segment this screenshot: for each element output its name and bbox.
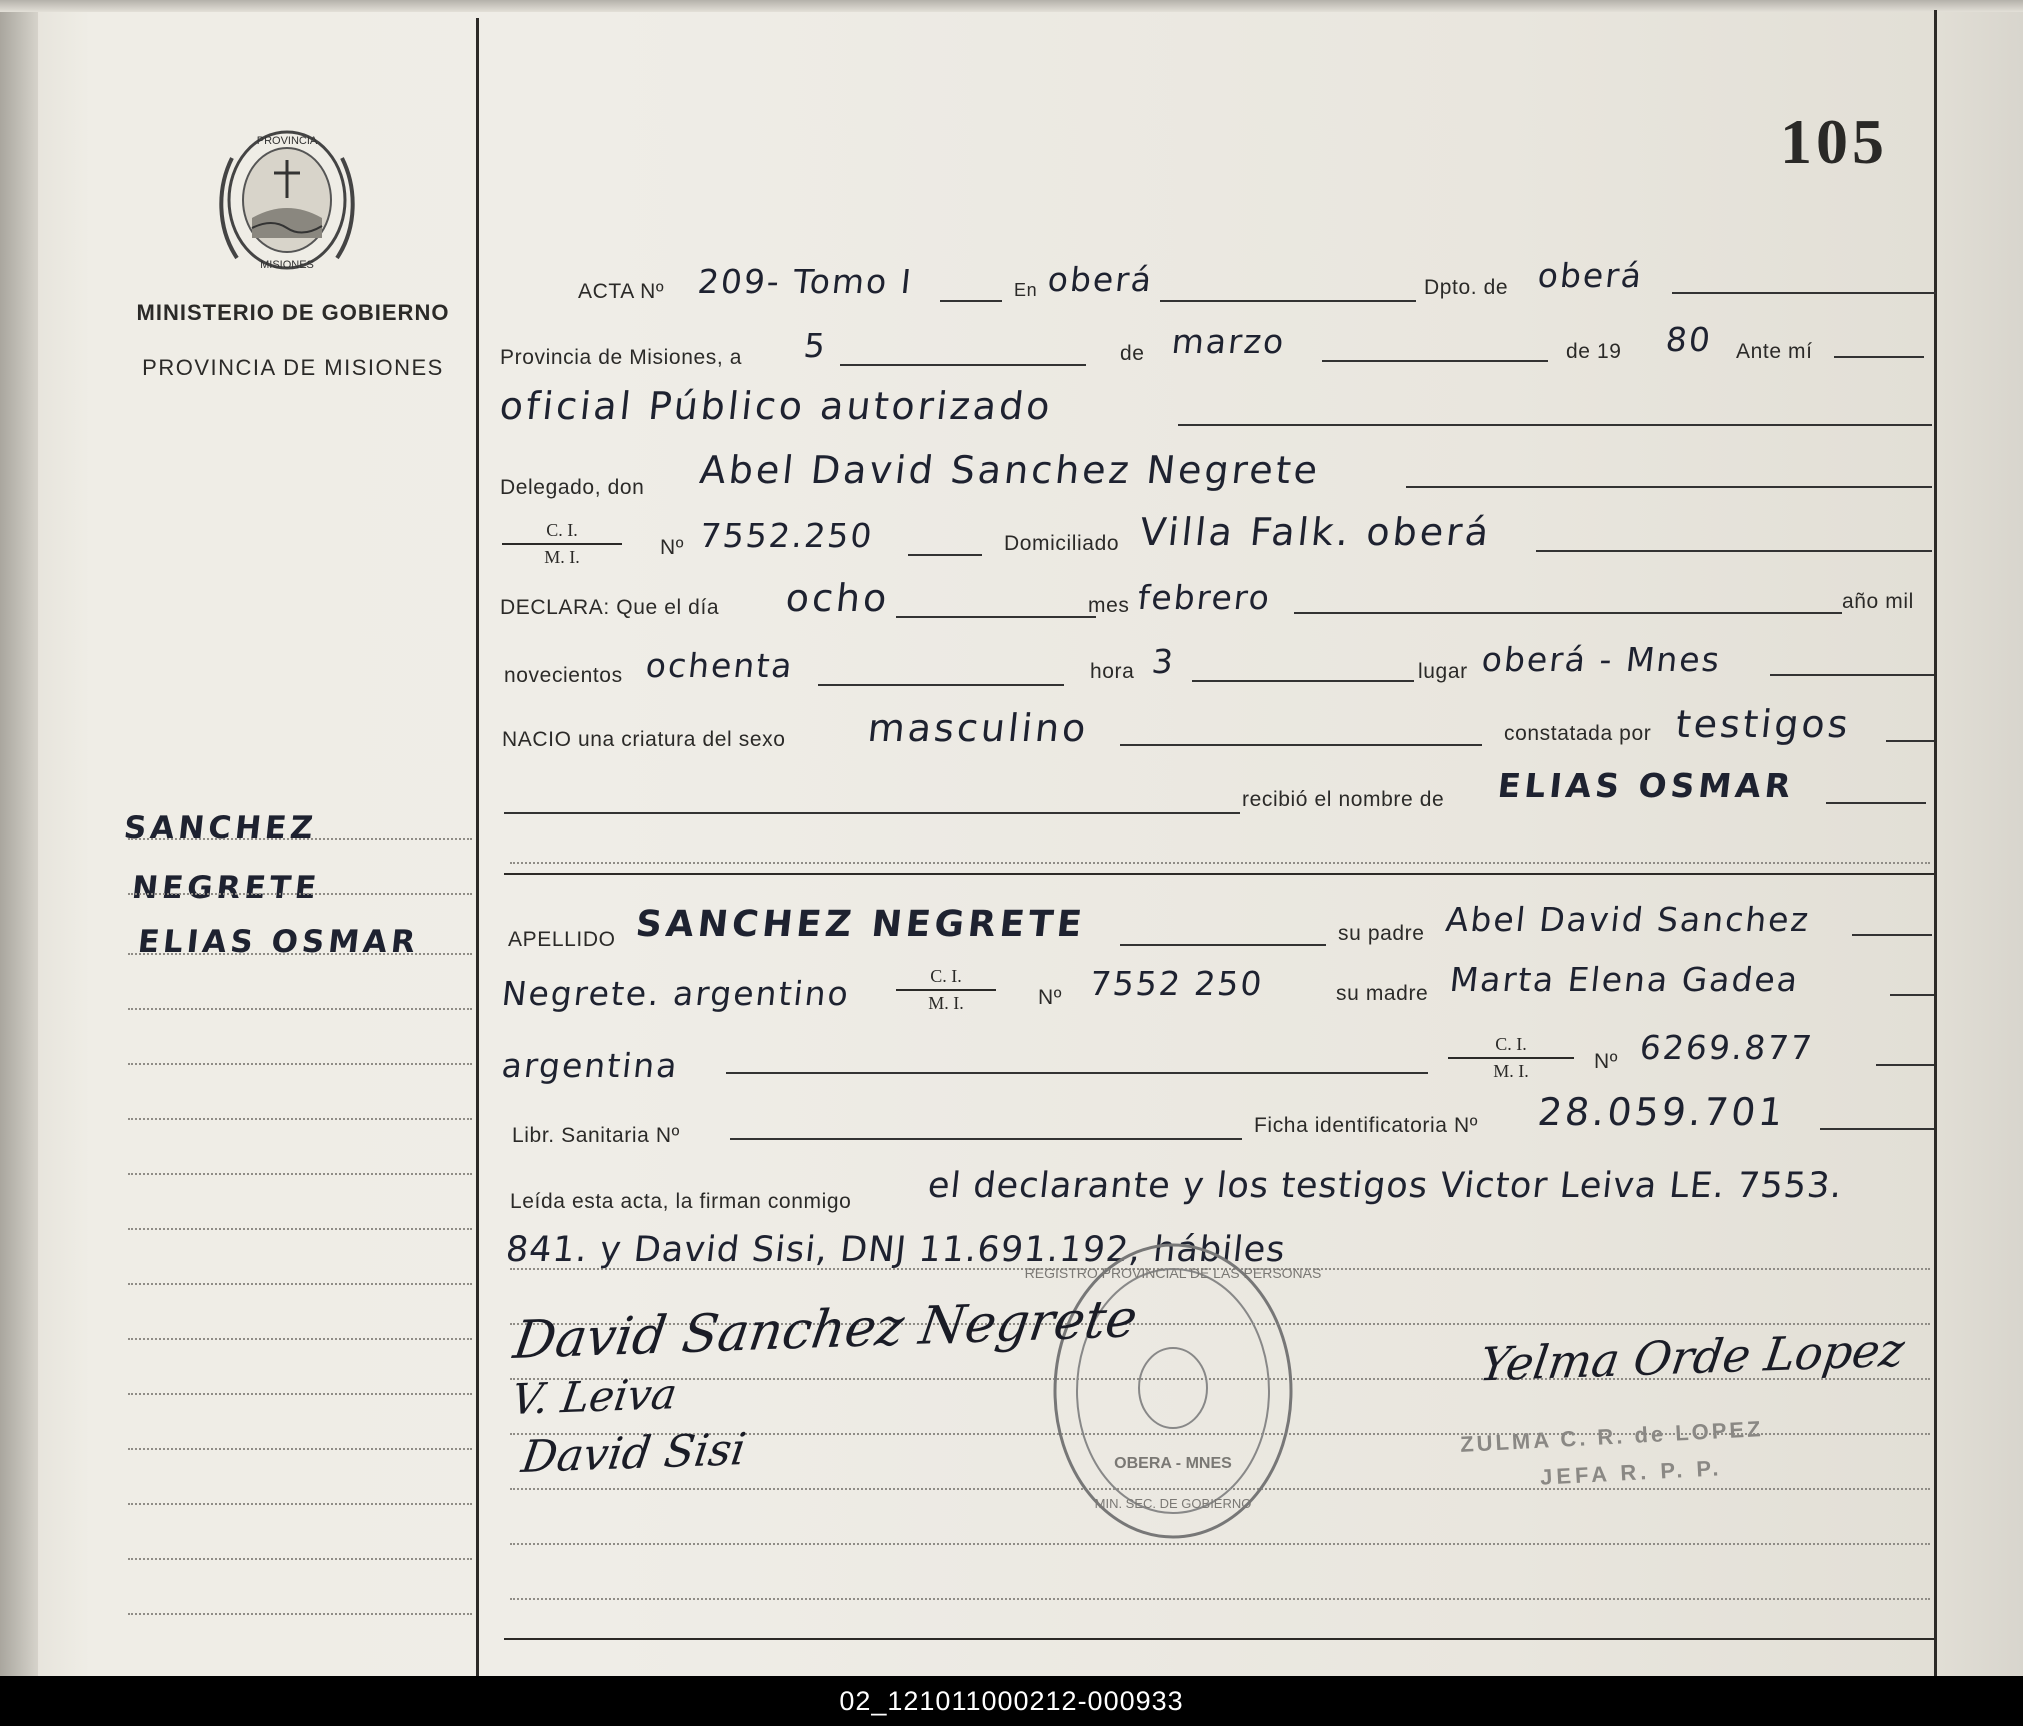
year-value: 80	[1663, 320, 1715, 359]
padre-id-type	[896, 966, 996, 1014]
padre-no-label: Nº	[1038, 986, 1063, 1009]
madre-value: Marta Elena Gadea	[1447, 960, 1802, 999]
ficha-underline	[1820, 1128, 1934, 1130]
ficha-value: 28.059.701	[1535, 1090, 1788, 1134]
seal-bottom-text: MISIONES	[260, 259, 314, 271]
nacio-label: NACIO una criatura del sexo	[502, 728, 786, 751]
apellido-value: SANCHEZ NEGRETE	[633, 904, 1088, 945]
hora-underline	[1192, 680, 1414, 682]
hora-label: hora	[1090, 660, 1135, 683]
mes-underline	[1294, 612, 1842, 614]
official-stamp-line2: JEFA R. P. P.	[1539, 1455, 1723, 1490]
delegado-no-label: Nº	[660, 536, 685, 559]
padre-value: Abel David Sanchez	[1443, 900, 1813, 939]
lugar-value: oberá - Mnes	[1479, 640, 1724, 679]
madre-label: su madre	[1336, 982, 1429, 1005]
nombre-value: ELIAS OSMAR	[1495, 766, 1797, 805]
dpto-value: oberá	[1535, 256, 1646, 295]
page-number: 105	[1780, 106, 1888, 177]
delegado-label: Delegado, don	[500, 476, 645, 499]
page-top-edge	[0, 0, 2023, 12]
margin-line	[128, 1008, 472, 1010]
delegado-doc-value: 7552.250	[697, 516, 876, 555]
margin-line	[128, 953, 472, 955]
declara-label: DECLARA: Que el día	[500, 596, 720, 619]
ficha-label: Ficha identificatoria Nº	[1254, 1114, 1478, 1137]
margin-line	[128, 1338, 472, 1340]
stamp-ring-text: REGISTRO PROVINCIAL DE LAS PERSONAS	[1024, 1265, 1322, 1281]
madre-no-label: Nº	[1594, 1050, 1619, 1073]
margin-line	[128, 838, 472, 840]
domicilio-value: Villa Falk. oberá	[1137, 510, 1494, 554]
margin-line	[128, 1228, 472, 1230]
official-signature: Yelma Orde Lopez	[1476, 1322, 1908, 1392]
margin-surname-2: NEGRETE	[130, 870, 322, 906]
official-stamp-line1: ZULMA C. R. de LOPEZ	[1459, 1416, 1765, 1457]
margin-line	[128, 1448, 472, 1450]
padre-cont-value: Negrete. argentino	[499, 974, 852, 1013]
margin-line	[128, 1173, 472, 1175]
domicilio-underline	[1536, 550, 1932, 552]
day-underline	[840, 364, 1086, 366]
day-value: 5	[801, 326, 830, 365]
leida-value: el declarante y los testigos Victor Leiva LE. 7553.	[925, 1166, 1845, 1206]
sexo-value: masculino	[865, 706, 1091, 750]
margin-line	[128, 1503, 472, 1505]
margin-given-names: ELIAS OSMAR	[136, 924, 421, 960]
madre-ci-label: C. I.	[1495, 1034, 1527, 1054]
margin-line	[128, 1613, 472, 1615]
delegado-id-type	[502, 520, 622, 568]
madre-doc-underline	[1876, 1064, 1934, 1066]
mes-label: mes	[1088, 594, 1130, 617]
en-underline	[1160, 300, 1416, 302]
nombre-underline	[1826, 802, 1926, 804]
madre-nat-underline	[726, 1072, 1428, 1074]
ci-label: C. I.	[546, 520, 578, 540]
de-label: de	[1120, 342, 1145, 365]
anio-label: año mil	[1842, 590, 1914, 613]
dia-underline	[896, 616, 1096, 618]
novecientos-label: novecientos	[504, 664, 623, 687]
right-border	[1934, 10, 1937, 1676]
official-underline	[1178, 424, 1932, 426]
province-heading: PROVINCIA DE MISIONES	[142, 355, 444, 380]
margin-line	[128, 893, 472, 895]
official-title-value: oficial Público autorizado	[497, 384, 1055, 428]
recibio-label: recibió el nombre de	[1242, 788, 1445, 811]
hora-value: 3	[1149, 642, 1178, 681]
constatada-label: constatada por	[1504, 722, 1652, 745]
lugar-label: lugar	[1418, 660, 1468, 683]
body-line	[510, 1598, 1930, 1600]
acta-label: ACTA Nº	[578, 280, 665, 303]
constatada-value: testigos	[1673, 702, 1854, 746]
ministry-heading: MINISTERIO DE GOBIERNO	[136, 300, 450, 325]
novecientos-underline	[818, 684, 1064, 686]
margin-line	[128, 1393, 472, 1395]
witness2-signature: David Sisi	[518, 1423, 750, 1484]
leida-label: Leída esta acta, la firman conmigo	[510, 1190, 852, 1213]
margin-line	[128, 1063, 472, 1065]
month-value: marzo	[1169, 322, 1288, 361]
delegado-doc-underline	[908, 554, 982, 556]
image-caption: 02_121011000212-000933	[0, 1676, 2023, 1726]
margin-line	[128, 1558, 472, 1560]
padre-underline	[1852, 934, 1932, 936]
acta-underline	[940, 300, 1002, 302]
margin-divider	[476, 18, 479, 1676]
dpto-label: Dpto. de	[1424, 276, 1509, 299]
padre-mi-label: M. I.	[928, 993, 964, 1013]
bottom-border	[504, 1638, 1934, 1640]
apellido-label: APELLIDO	[508, 928, 616, 951]
domicilio-label: Domiciliado	[1004, 532, 1120, 555]
margin-line	[128, 1283, 472, 1285]
month-underline	[1322, 360, 1548, 362]
libreta-label: Libr. Sanitaria Nº	[512, 1124, 680, 1147]
province-seal-icon	[212, 118, 362, 278]
madre-doc-value: 6269.877	[1637, 1028, 1816, 1067]
declarant-signature: David Sanchez Negrete	[509, 1288, 1141, 1372]
madre-id-type	[1448, 1034, 1574, 1082]
witness1-signature: V. Leiva	[508, 1368, 681, 1425]
acta-value: 209- Tomo I	[695, 262, 915, 301]
constatada-underline	[1886, 740, 1934, 742]
seal-top-text: PROVINCIA	[256, 135, 318, 147]
ante-label: Ante mí	[1736, 340, 1813, 363]
madre-mi-label: M. I.	[1493, 1061, 1529, 1081]
body-line	[510, 862, 1930, 864]
provincia-label: Provincia de Misiones, a	[500, 346, 743, 369]
margin-line	[128, 1118, 472, 1120]
delegado-value: Abel David Sanchez Negrete	[697, 448, 1323, 492]
ante-underline	[1834, 356, 1924, 358]
padre-doc-value: 7552 250	[1087, 964, 1266, 1003]
delegado-underline	[1406, 486, 1932, 488]
madre-nat-value: argentina	[499, 1046, 681, 1085]
apellido-underline	[1120, 944, 1326, 946]
stamp-inner-text: OBERA - MNES	[1114, 1455, 1232, 1472]
sexo-underline	[1120, 744, 1482, 746]
leida-cont-value: 841. y David Sisi, DNJ 11.691.192, hábiles	[503, 1230, 1288, 1270]
libreta-underline	[730, 1138, 1242, 1140]
recibio-underline	[504, 812, 1240, 814]
en-label: En	[1014, 280, 1038, 300]
madre-underline	[1890, 994, 1934, 996]
year-label: de 19	[1566, 340, 1622, 363]
padre-label: su padre	[1338, 922, 1425, 945]
dia-value: ocho	[783, 576, 892, 620]
mi-label: M. I.	[544, 547, 580, 567]
book-spine	[0, 0, 38, 1676]
registry-stamp-icon	[1024, 1238, 1322, 1544]
en-value: oberá	[1045, 260, 1156, 299]
stamp-bottom-text: MIN. SEC. DE GOBIERNO	[1094, 1496, 1252, 1511]
section-divider	[504, 873, 1934, 875]
novecientos-value: ochenta	[643, 646, 796, 685]
dpto-underline	[1672, 292, 1936, 294]
padre-ci-label: C. I.	[930, 966, 962, 986]
margin-surname-1: SANCHEZ	[122, 810, 319, 846]
mes-value: febrero	[1135, 578, 1274, 617]
lugar-underline	[1770, 674, 1934, 676]
